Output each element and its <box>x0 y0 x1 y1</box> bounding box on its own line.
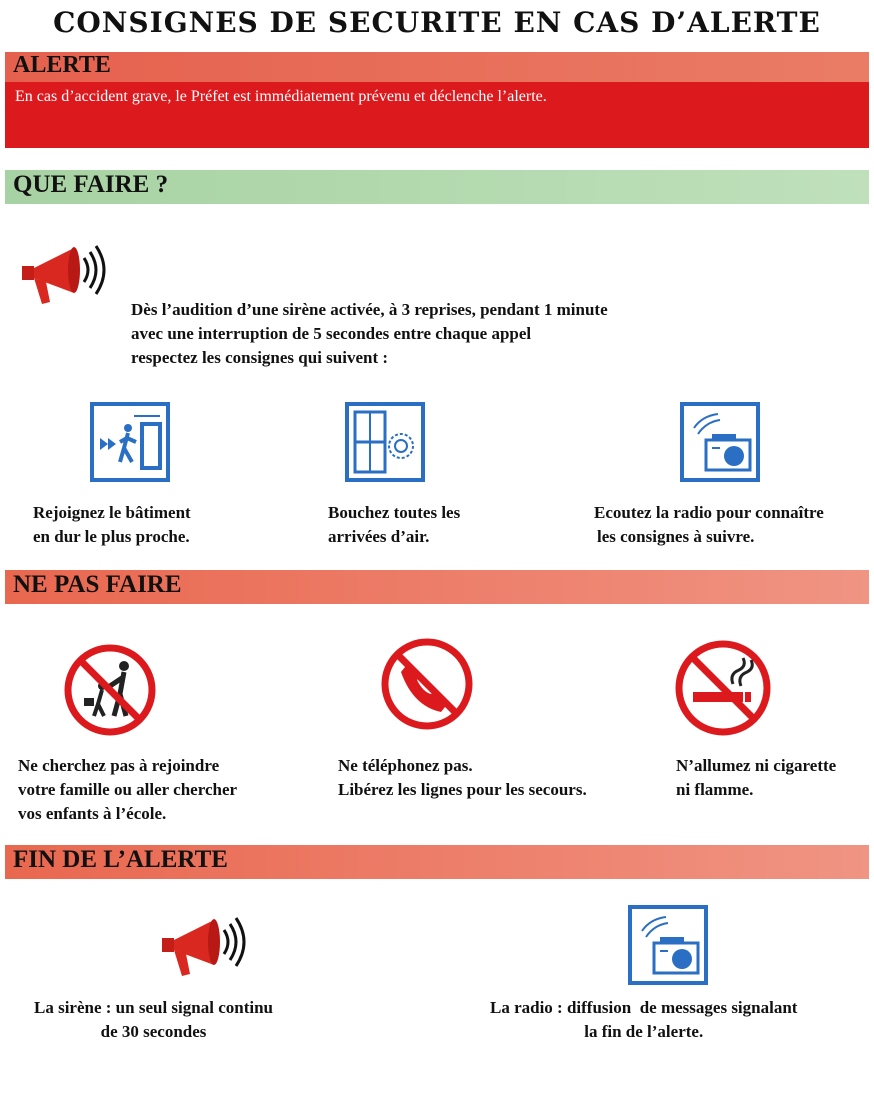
block-air-vents-icon <box>345 402 425 482</box>
item-line: les consignes à suivre. <box>597 527 755 546</box>
fin-alerte-item-2 <box>490 996 797 1044</box>
no-fetch-children-icon <box>62 642 158 738</box>
fin-alerte-heading-band <box>5 845 869 879</box>
intro-line: Dès l’audition d’une sirène activée, à 3 reprises, pendant 1 minute <box>131 300 608 319</box>
que-faire-heading: QUE FAIRE ? <box>13 171 169 198</box>
alerte-body <box>5 82 869 148</box>
ne-pas-faire-heading-band <box>5 570 869 604</box>
que-faire-heading-band <box>5 170 869 204</box>
item-line: la fin de l’alerte. <box>584 1022 704 1041</box>
item-line: Ne cherchez pas à rejoindre <box>18 756 220 775</box>
alerte-heading: ALERTE <box>13 52 111 78</box>
page-title: CONSIGNES DE SECURITE EN CAS D’ALERTE <box>53 6 821 39</box>
item-line: La radio : diffusion de messages signalant <box>490 998 798 1017</box>
fin-alerte-item-1 <box>34 996 273 1044</box>
item-line: Ne téléphonez pas. <box>338 756 473 775</box>
intro-line: respectez les consignes qui suivent : <box>131 348 389 367</box>
ne-pas-faire-item-3 <box>676 754 836 802</box>
que-faire-item-1 <box>33 501 191 549</box>
item-line: votre famille ou aller chercher <box>18 780 238 799</box>
intro-line: avec une interruption de 5 secondes entre chaque appel <box>131 324 532 343</box>
ne-pas-faire-item-1 <box>18 754 237 826</box>
item-line: La sirène : un seul signal continu <box>34 998 273 1017</box>
siren-megaphone-icon <box>20 238 110 308</box>
siren-megaphone-icon <box>160 910 250 980</box>
radio-icon <box>628 905 708 985</box>
item-line: de 30 secondes <box>100 1022 207 1041</box>
item-line: vos enfants à l’école. <box>18 804 167 823</box>
ne-pas-faire-item-2 <box>338 754 587 802</box>
que-faire-intro <box>131 298 608 370</box>
radio-icon <box>680 402 760 482</box>
item-line: ni flamme. <box>676 780 754 799</box>
fin-alerte-heading: FIN DE L’ALERTE <box>13 846 228 873</box>
item-line: Ecoutez la radio pour connaître <box>594 503 824 522</box>
no-smoking-icon <box>673 638 773 738</box>
item-line: Bouchez toutes les <box>328 503 461 522</box>
no-phone-icon <box>379 636 475 732</box>
que-faire-item-3 <box>594 501 824 549</box>
alerte-text: En cas d’accident grave, le Préfet est immédiatement prévenu et déclenche l’alerte. <box>15 88 547 105</box>
item-line: en dur le plus proche. <box>33 527 190 546</box>
alerte-heading-band <box>5 52 869 82</box>
item-line: arrivées d’air. <box>328 527 430 546</box>
que-faire-item-2 <box>328 501 460 549</box>
item-line: Libérez les lignes pour les secours. <box>338 780 587 799</box>
item-line: Rejoignez le bâtiment <box>33 503 191 522</box>
ne-pas-faire-heading: NE PAS FAIRE <box>13 571 182 598</box>
run-to-building-icon <box>90 402 170 482</box>
item-line: N’allumez ni cigarette <box>676 756 837 775</box>
